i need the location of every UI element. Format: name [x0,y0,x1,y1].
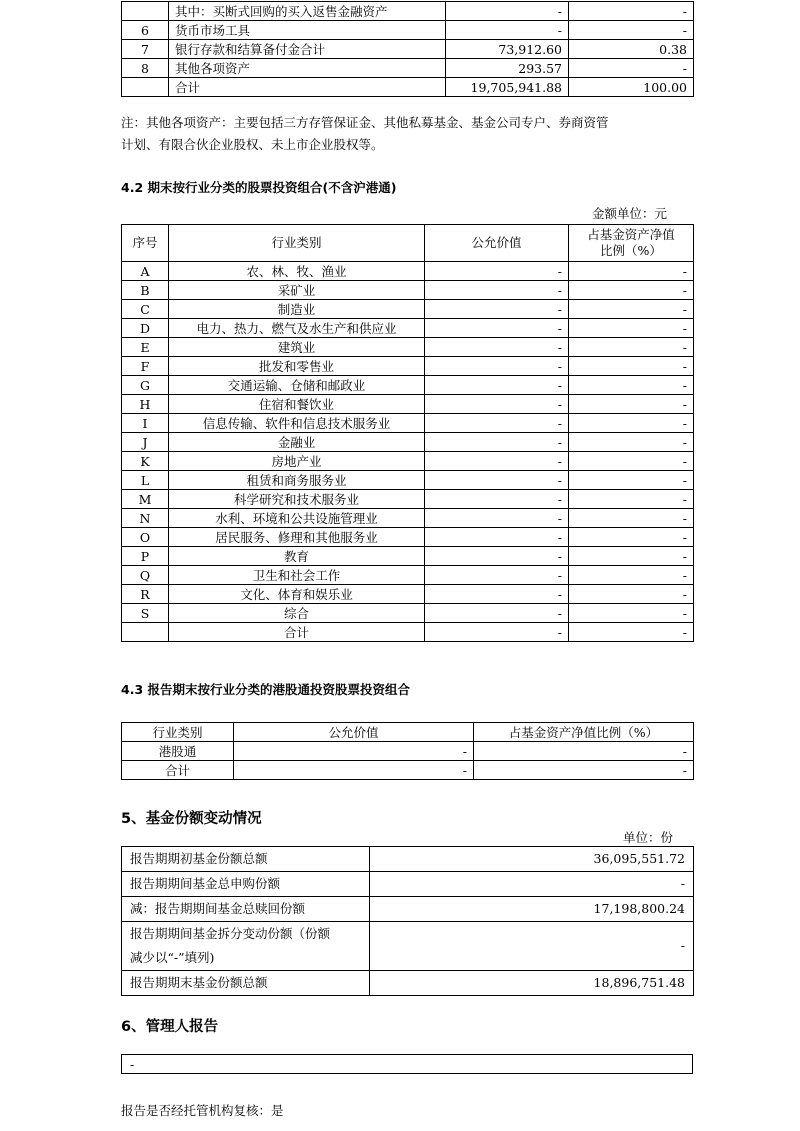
table-row [122,604,694,623]
table-row [122,59,694,78]
row-label [122,922,370,971]
row-ratio: 100.00 [569,78,694,97]
row-industry: 信息传输、软件和信息技术服务业 [169,414,425,433]
row-industry: 居民服务、修理和其他服务业 [169,528,425,547]
row-value: - [425,338,569,357]
row-code: P [122,547,169,566]
row-item: 货币市场工具 [169,21,446,40]
row-ratio: - [569,300,694,319]
row-value: - [425,376,569,395]
row-code: H [122,395,169,414]
row-code: J [122,433,169,452]
row-value: - [425,585,569,604]
table-row [122,585,694,604]
row-value: - [425,490,569,509]
row-value: 293.57 [446,59,569,78]
row-ratio: - [474,742,694,761]
header-ratio [569,225,694,262]
table-row [122,872,694,897]
row-value: - [425,452,569,471]
row-value: - [425,357,569,376]
table-row [122,21,694,40]
table-row-total [122,761,694,780]
header-value: 公允价值 [425,225,569,262]
row-value: - [446,2,569,21]
row-value: 17,198,800.24 [370,897,694,922]
table-row [122,395,694,414]
row-value: - [425,281,569,300]
table-row-total [122,78,694,97]
row-industry: 港股通 [122,742,234,761]
row-value: - [446,21,569,40]
row-ratio: - [569,414,694,433]
table-row [122,262,694,281]
row-ratio: - [569,490,694,509]
row-industry: 批发和零售业 [169,357,425,376]
row-ratio: - [569,2,694,21]
header-industry: 行业类别 [169,225,425,262]
note-line-1: 注：其他各项资产：主要包括三方存管保证金、其他私募基金、基金公司专户、券商资管 [121,115,609,130]
row-industry: 文化、体育和娱乐业 [169,585,425,604]
table-row [122,414,694,433]
row-label: 报告期期初基金份额总额 [122,847,370,872]
section-4-2-unit: 金额单位：元 [592,206,668,221]
row-industry: 金融业 [169,433,425,452]
table-row [122,566,694,585]
row-value: - [425,395,569,414]
row-ratio: - [569,319,694,338]
row-item: 其中：买断式回购的买入返售金融资产 [169,2,446,21]
section-5-unit: 单位：份 [623,830,674,845]
row-item: 其他各项资产 [169,59,446,78]
row-code: E [122,338,169,357]
row-ratio: - [569,585,694,604]
row-item: 银行存款和结算备付金合计 [169,40,446,59]
row-code: O [122,528,169,547]
row-ratio: - [569,509,694,528]
asset-allocation-table [121,1,694,97]
row-industry: 建筑业 [169,338,425,357]
row-code: C [122,300,169,319]
row-ratio: - [569,338,694,357]
row-industry: 电力、热力、燃气及水生产和供应业 [169,319,425,338]
row-ratio: - [569,395,694,414]
industry-stock-table [121,224,694,642]
row-industry: 农、林、牧、渔业 [169,262,425,281]
row-item: 合计 [169,78,446,97]
section-6-title: 6、管理人报告 [121,1019,219,1035]
row-code: L [122,471,169,490]
row-code: R [122,585,169,604]
table-row [122,376,694,395]
row-ratio: - [569,623,694,642]
row-value: - [425,300,569,319]
row-code: A [122,262,169,281]
row-value: - [425,471,569,490]
table-row [122,528,694,547]
row-ratio: 0.38 [569,40,694,59]
row-ratio: - [569,452,694,471]
row-ratio: - [569,471,694,490]
row-ratio: - [569,547,694,566]
row-ratio: - [569,21,694,40]
row-ratio: - [569,59,694,78]
row-value: - [425,509,569,528]
table-row [122,1055,693,1074]
table-row [122,357,694,376]
row-ratio: - [474,761,694,780]
row-value: - [370,872,694,897]
row-industry: 房地产业 [169,452,425,471]
table-row [122,897,694,922]
row-industry: 交通运输、仓储和邮政业 [169,376,425,395]
row-value: - [234,761,474,780]
row-no: 6 [122,21,169,40]
hk-connect-table [121,722,694,780]
row-value: - [425,414,569,433]
row-label-line-1: 报告期期间基金拆分变动份额（份额 [130,926,331,941]
row-value: 18,896,751.48 [370,971,694,996]
row-ratio: - [569,604,694,623]
row-no: 7 [122,40,169,59]
row-ratio: - [569,281,694,300]
row-code: N [122,509,169,528]
row-industry: 水利、环境和公共设施管理业 [169,509,425,528]
row-label: 报告期期末基金份额总额 [122,971,370,996]
row-no: 8 [122,59,169,78]
table-row [122,2,694,21]
row-value: 19,705,941.88 [446,78,569,97]
table-row [122,40,694,59]
table-row [122,281,694,300]
row-industry: 采矿业 [169,281,425,300]
row-industry: 合计 [122,761,234,780]
fund-share-change-table [121,846,694,996]
row-code: K [122,452,169,471]
manager-report-content: - [122,1055,693,1074]
table-row [122,490,694,509]
row-value: - [425,547,569,566]
header-ratio-line-2: 比例（%） [600,243,662,258]
row-industry: 住宿和餐饮业 [169,395,425,414]
row-code: I [122,414,169,433]
row-value: - [425,604,569,623]
manager-report-box [121,1054,693,1074]
section-4-3-title: 4.3 报告期末按行业分类的港股通投资股票投资组合 [121,682,410,697]
table-header-row [122,723,694,742]
table-row [122,547,694,566]
header-ratio: 占基金资产净值比例（%） [474,723,694,742]
row-value: - [425,566,569,585]
row-code: S [122,604,169,623]
row-ratio: - [569,566,694,585]
row-label: 减：报告期期间基金总赎回份额 [122,897,370,922]
row-value: 73,912.60 [446,40,569,59]
row-value: - [425,623,569,642]
table-header-row [122,225,694,262]
header-value: 公允价值 [234,723,474,742]
table-row [122,509,694,528]
row-value: - [234,742,474,761]
row-ratio: - [569,262,694,281]
row-label: 报告期期间基金总申购份额 [122,872,370,897]
row-code: Q [122,566,169,585]
header-industry: 行业类别 [122,723,234,742]
row-code: M [122,490,169,509]
table-row [122,452,694,471]
table-row [122,300,694,319]
table-row [122,433,694,452]
row-no [122,2,169,21]
row-value: 36,095,551.72 [370,847,694,872]
header-no: 序号 [122,225,169,262]
review-statement: 报告是否经托管机构复核：是 [121,1103,284,1118]
row-industry: 租赁和商务服务业 [169,471,425,490]
row-code: F [122,357,169,376]
row-label-line-2: 减少以“-”填列) [130,950,215,965]
table-row [122,742,694,761]
table-row [122,922,694,971]
row-code: D [122,319,169,338]
table-row [122,471,694,490]
row-value: - [425,319,569,338]
table-row-total [122,623,694,642]
row-value: - [425,433,569,452]
note-paragraph [121,112,711,156]
table-row [122,847,694,872]
header-ratio-line-1: 占基金资产净值 [587,227,675,242]
section-4-2-title: 4.2 期末按行业分类的股票投资组合(不含沪港通) [121,180,397,195]
table-row [122,338,694,357]
row-ratio: - [569,433,694,452]
row-ratio: - [569,528,694,547]
row-ratio: - [569,376,694,395]
row-industry: 制造业 [169,300,425,319]
section-5-title: 5、基金份额变动情况 [121,811,262,827]
row-code: B [122,281,169,300]
row-code [122,623,169,642]
note-line-2: 计划、有限合伙企业股权、未上市企业股权等。 [121,137,384,152]
row-industry: 教育 [169,547,425,566]
table-row [122,319,694,338]
row-value: - [425,528,569,547]
row-industry: 合计 [169,623,425,642]
row-industry: 卫生和社会工作 [169,566,425,585]
row-code: G [122,376,169,395]
table-row [122,971,694,996]
row-ratio: - [569,357,694,376]
row-no [122,78,169,97]
row-industry: 综合 [169,604,425,623]
row-value: - [425,262,569,281]
row-industry: 科学研究和技术服务业 [169,490,425,509]
row-value: - [370,922,694,971]
